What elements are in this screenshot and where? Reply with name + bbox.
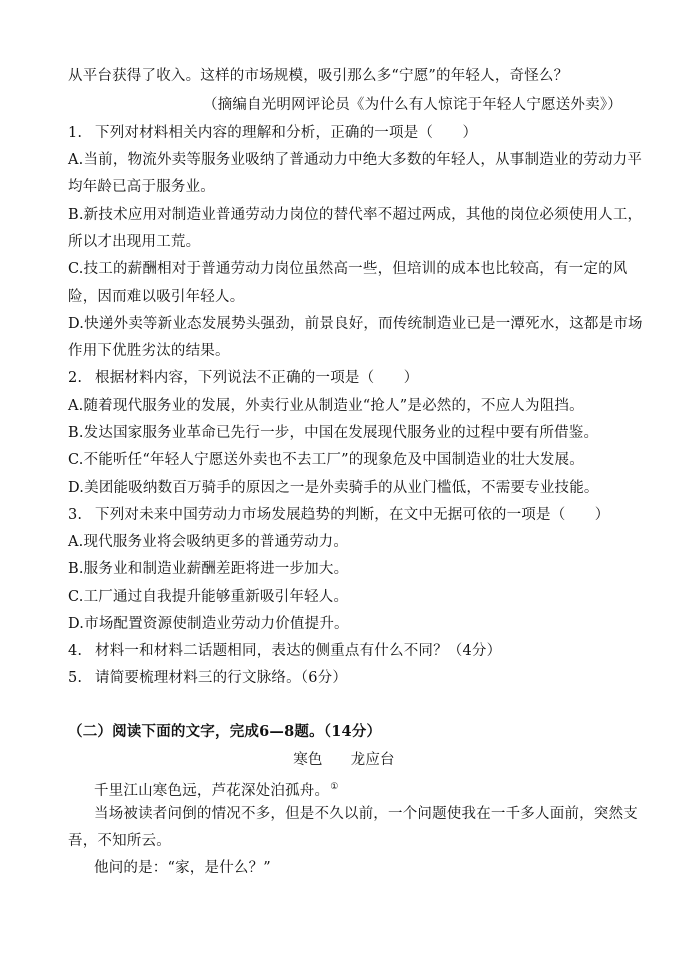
q3-option-d: D.市场配置资源使制造业劳动力价值提升。	[68, 616, 349, 632]
q1-option-c-line2: 险，因而难以吸引年轻人。	[68, 289, 245, 305]
question-4-stem	[68, 641, 628, 661]
paragraph-1-line2: 吾，不知所云。	[68, 833, 171, 849]
q3-option-a: A.现代服务业将会吸纳更多的普通劳动力。	[68, 534, 349, 550]
q3-option-b: B.服务业和制造业薪酬差距将进一步加大。	[68, 561, 349, 577]
question-3-stem	[68, 505, 628, 525]
essay-title: 寒色	[293, 752, 323, 768]
question-number: 4.	[68, 643, 83, 659]
q1-option-d-line1: D.快递外卖等新业态发展势头强劲，前景良好，而传统制造业已是一潭死水，这都是市场	[68, 316, 643, 332]
poem-text: 千里江山寒色远，芦花深处泊孤舟。	[94, 782, 330, 799]
q2-option-a: A.随着现代服务业的发展，外卖行业从制造业“抢人”是必然的，不应人为阻挡。	[68, 398, 584, 414]
question-text: 请简要梳理材料三的行文脉络。（6分）	[95, 670, 348, 686]
question-text: 根据材料内容，下列说法不正确的一项是（ ）	[95, 370, 419, 386]
essay-title-line	[0, 750, 688, 770]
material-source: （摘编自光明网评论员《为什么有人惊诧于年轻人宁愿送外卖》）	[202, 97, 622, 113]
epigraph-poem	[94, 777, 654, 801]
q1-option-b-line2: 所以才出现用工荒。	[68, 234, 201, 250]
question-text: 材料一和材料二话题相同，表达的侧重点有什么不同？（4分）	[95, 643, 502, 659]
footnote-marker: ①	[330, 782, 339, 792]
q1-option-a-line1: A.当前，物流外卖等服务业吸纳了普通动力中绝大多数的年轻人，从事制造业的劳动力平	[68, 152, 643, 168]
q3-option-c: C.工厂通过自我提升能够重新吸引年轻人。	[68, 589, 349, 605]
q2-option-d: D.美团能吸纳数百万骑手的原因之一是外卖骑手的从业门槛低，不需要专业技能。	[68, 480, 599, 496]
question-number: 2.	[68, 370, 83, 386]
q1-option-a-line2: 均年龄已高于服务业。	[68, 179, 215, 195]
question-number: 5.	[68, 670, 83, 686]
q1-option-b-line1: B.新技术应用对制造业普通劳动力岗位的替代率不超过两成，其他的岗位必须使用人工，	[68, 207, 643, 223]
question-text: 下列对材料相关内容的理解和分析，正确的一项是（ ）	[95, 125, 478, 141]
question-5-stem	[68, 668, 628, 688]
q1-option-c-line1: C.技工的薪酬相对于普通劳动力岗位虽然高一些，但培训的成本也比较高，有一定的风	[68, 261, 628, 277]
q2-option-b: B.发达国家服务业革命已先行一步，中国在发展现代服务业的过程中要有所借鉴。	[68, 425, 599, 441]
question-text: 下列对未来中国劳动力市场发展趋势的判断，在文中无据可依的一项是（ ）	[95, 507, 610, 523]
q2-option-c: C.不能听任“年轻人宁愿送外卖也不去工厂”的现象危及中国制造业的壮大发展。	[68, 452, 584, 468]
question-1-stem	[68, 123, 628, 143]
question-number: 3.	[68, 507, 83, 523]
question-2-stem	[68, 368, 628, 388]
section-2-heading: （二）阅读下面的文字，完成6—8题。（14分）	[68, 723, 382, 740]
essay-author: 龙应台	[350, 752, 395, 768]
q1-option-d-line2: 作用下优胜劣汰的结果。	[68, 343, 230, 359]
paragraph-1-line1: 当场被读者问倒的情况不多，但是不久以前，一个问题使我在一千多人面前，突然支	[94, 806, 638, 822]
question-number: 1.	[68, 125, 83, 141]
material-intro-line: 从平台获得了收入。这样的市场规模，吸引那么多“宁愿”的年轻人，奇怪么？	[68, 68, 569, 84]
paragraph-2: 他问的是：“家，是什么？”	[94, 860, 271, 876]
